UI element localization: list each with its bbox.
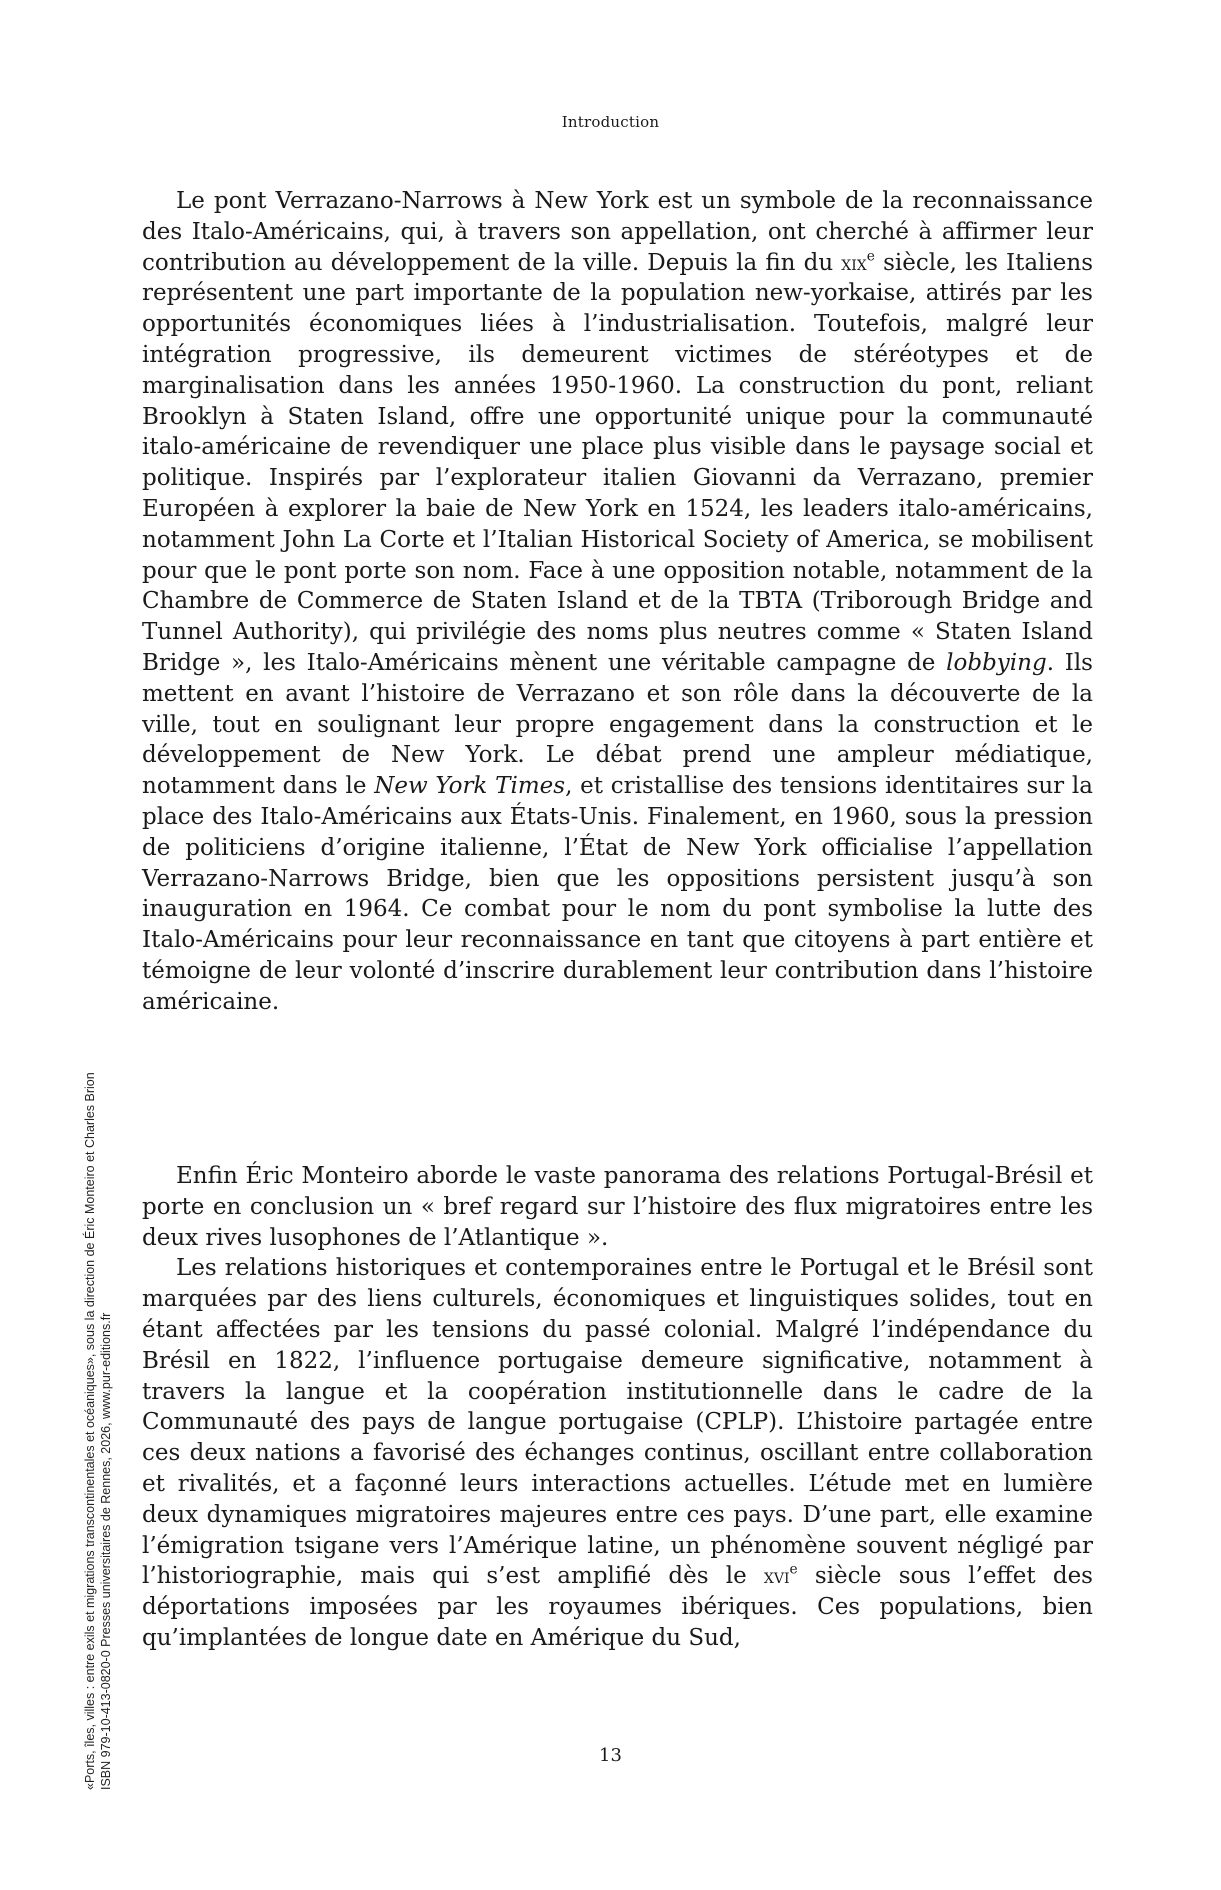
side-note-line-2: ISBN 979-10-413-0820-0 Presses universitaires de Rennes, 2026, www.pur-editions.fr [99, 1312, 113, 1790]
paragraph-verrazano [142, 186, 1093, 1018]
italic-title: New York Times [374, 773, 566, 800]
text-run: siècle sous l’effet des déportations imposées par les royaumes ibériques. Ces populations, bien qu’implantées de longue date en Amérique du Sud, [142, 1563, 1093, 1651]
text-run: siècle, les Italiens représentent une part importante de la population new-yorkaise, attirés par les opportunités économiques liées à l’industrialisation. Toutefois, malgré leur intégration progressive, ils demeurent victimes de stéréotypes et de marginalisation dans les années 1950-1960. La construction du pont, reliant Brooklyn à Staten Island, offre une opportunité unique pour la communauté italo-américaine de revendiquer une place plus visible dans le paysage social et politique. Inspirés par l’explorateur italien Giovanni da Verrazano, premier Européen à explorer la baie de New York en 1524, les leaders italo-américains, notamment John La Corte et l’Italian Historical Society of America, se mobilisent pour que le pont porte son nom. Face à une opposition notable, notamment de la Chambre de Commerce de Staten Island et de la TBTA (Triborough Bridge and Tunnel Authority), qui privilégie des noms plus neutres comme « Staten Island Bridge », les Italo-Américains mènent une véritable campagne de [142, 249, 1093, 676]
italic-term: lobbying [946, 649, 1047, 676]
paragraph-monteiro: Enfin Éric Monteiro aborde le vaste panorama des relations Portugal-Brésil et porte en conclusion un « bref regard sur l’histoire des flux migratoires entre les deux rives lusophones de l’Atlantique ». [142, 1163, 1093, 1251]
copyright-side-note [82, 790, 114, 1790]
text-run: Le pont Verrazano-Narrows à New York est un symbole de la reconnaissance des Italo-Américains, qui, à travers son appellation, ont cherché à affirmer leur contribution au développement de la ville. Depuis la fin du [142, 188, 1093, 276]
running-head: Introduction [561, 113, 660, 131]
century-numeral: xix [841, 250, 867, 275]
paragraph-portugal-bresil [142, 1253, 1093, 1653]
century-superscript: e [789, 1561, 798, 1578]
text-run: . Ils mettent en avant l’histoire de Verrazano et son rôle dans la découverte de la ville, tout en soulignant leur propre engagement dans la construction et le développement de New York. Le débat prend une ampleur médiatique, notamment dans le [142, 649, 1093, 800]
century-superscript: e [866, 247, 875, 264]
side-note-line-1: «Ports, îles, villes : entre exils et migrations transcontinentales et océaniques», sous la direction de Éric Monteiro et Charles Brion [83, 1072, 97, 1790]
text-run: , et cristallise des tensions identitaires sur la place des Italo-Américains aux États-Unis. Finalement, en 1960, sous la pression de politiciens d’origine italienne, l’État de New York officialise l’appellation Verrazano-Narrows Bridge, bien que les oppositions persistent jusqu’à son inauguration en 1964. Ce combat pour le nom du pont symbolise la lutte des Italo-Américains pour leur reconnaissance en tant que citoyens à part entière et témoigne de leur volonté d’inscrire durablement leur contribution dans l’histoire américaine. [142, 773, 1093, 1015]
body-text-block-1 [142, 186, 1093, 1018]
page-number: 13 [599, 1745, 622, 1766]
century-numeral: xvi [763, 1564, 790, 1589]
body-text-block-2 [142, 1161, 1093, 1654]
text-run: Les relations historiques et contemporaines entre le Portugal et le Brésil sont marquées par des liens culturels, économiques et linguistiques solides, tout en étant affectées par les tensions du passé colonial. Malgré l’indépendance du Brésil en 1822, l’influence portugaise demeure significative, notamment à travers la langue et la coopération institutionnelle dans le cadre de la Communauté des pays de langue portugaise (CPLP). L’histoire partagée entre ces deux nations a favorisé des échanges continus, oscillant entre collaboration et rivalités, et a façonné leurs interactions actuelles. L’étude met en lumière deux dynamiques migratoires majeures entre ces pays. D’une part, elle examine l’émigration tsigane vers l’Amérique latine, un phénomène souvent négligé par l’historiographie, mais qui s’est amplifié dès le [142, 1255, 1093, 1590]
